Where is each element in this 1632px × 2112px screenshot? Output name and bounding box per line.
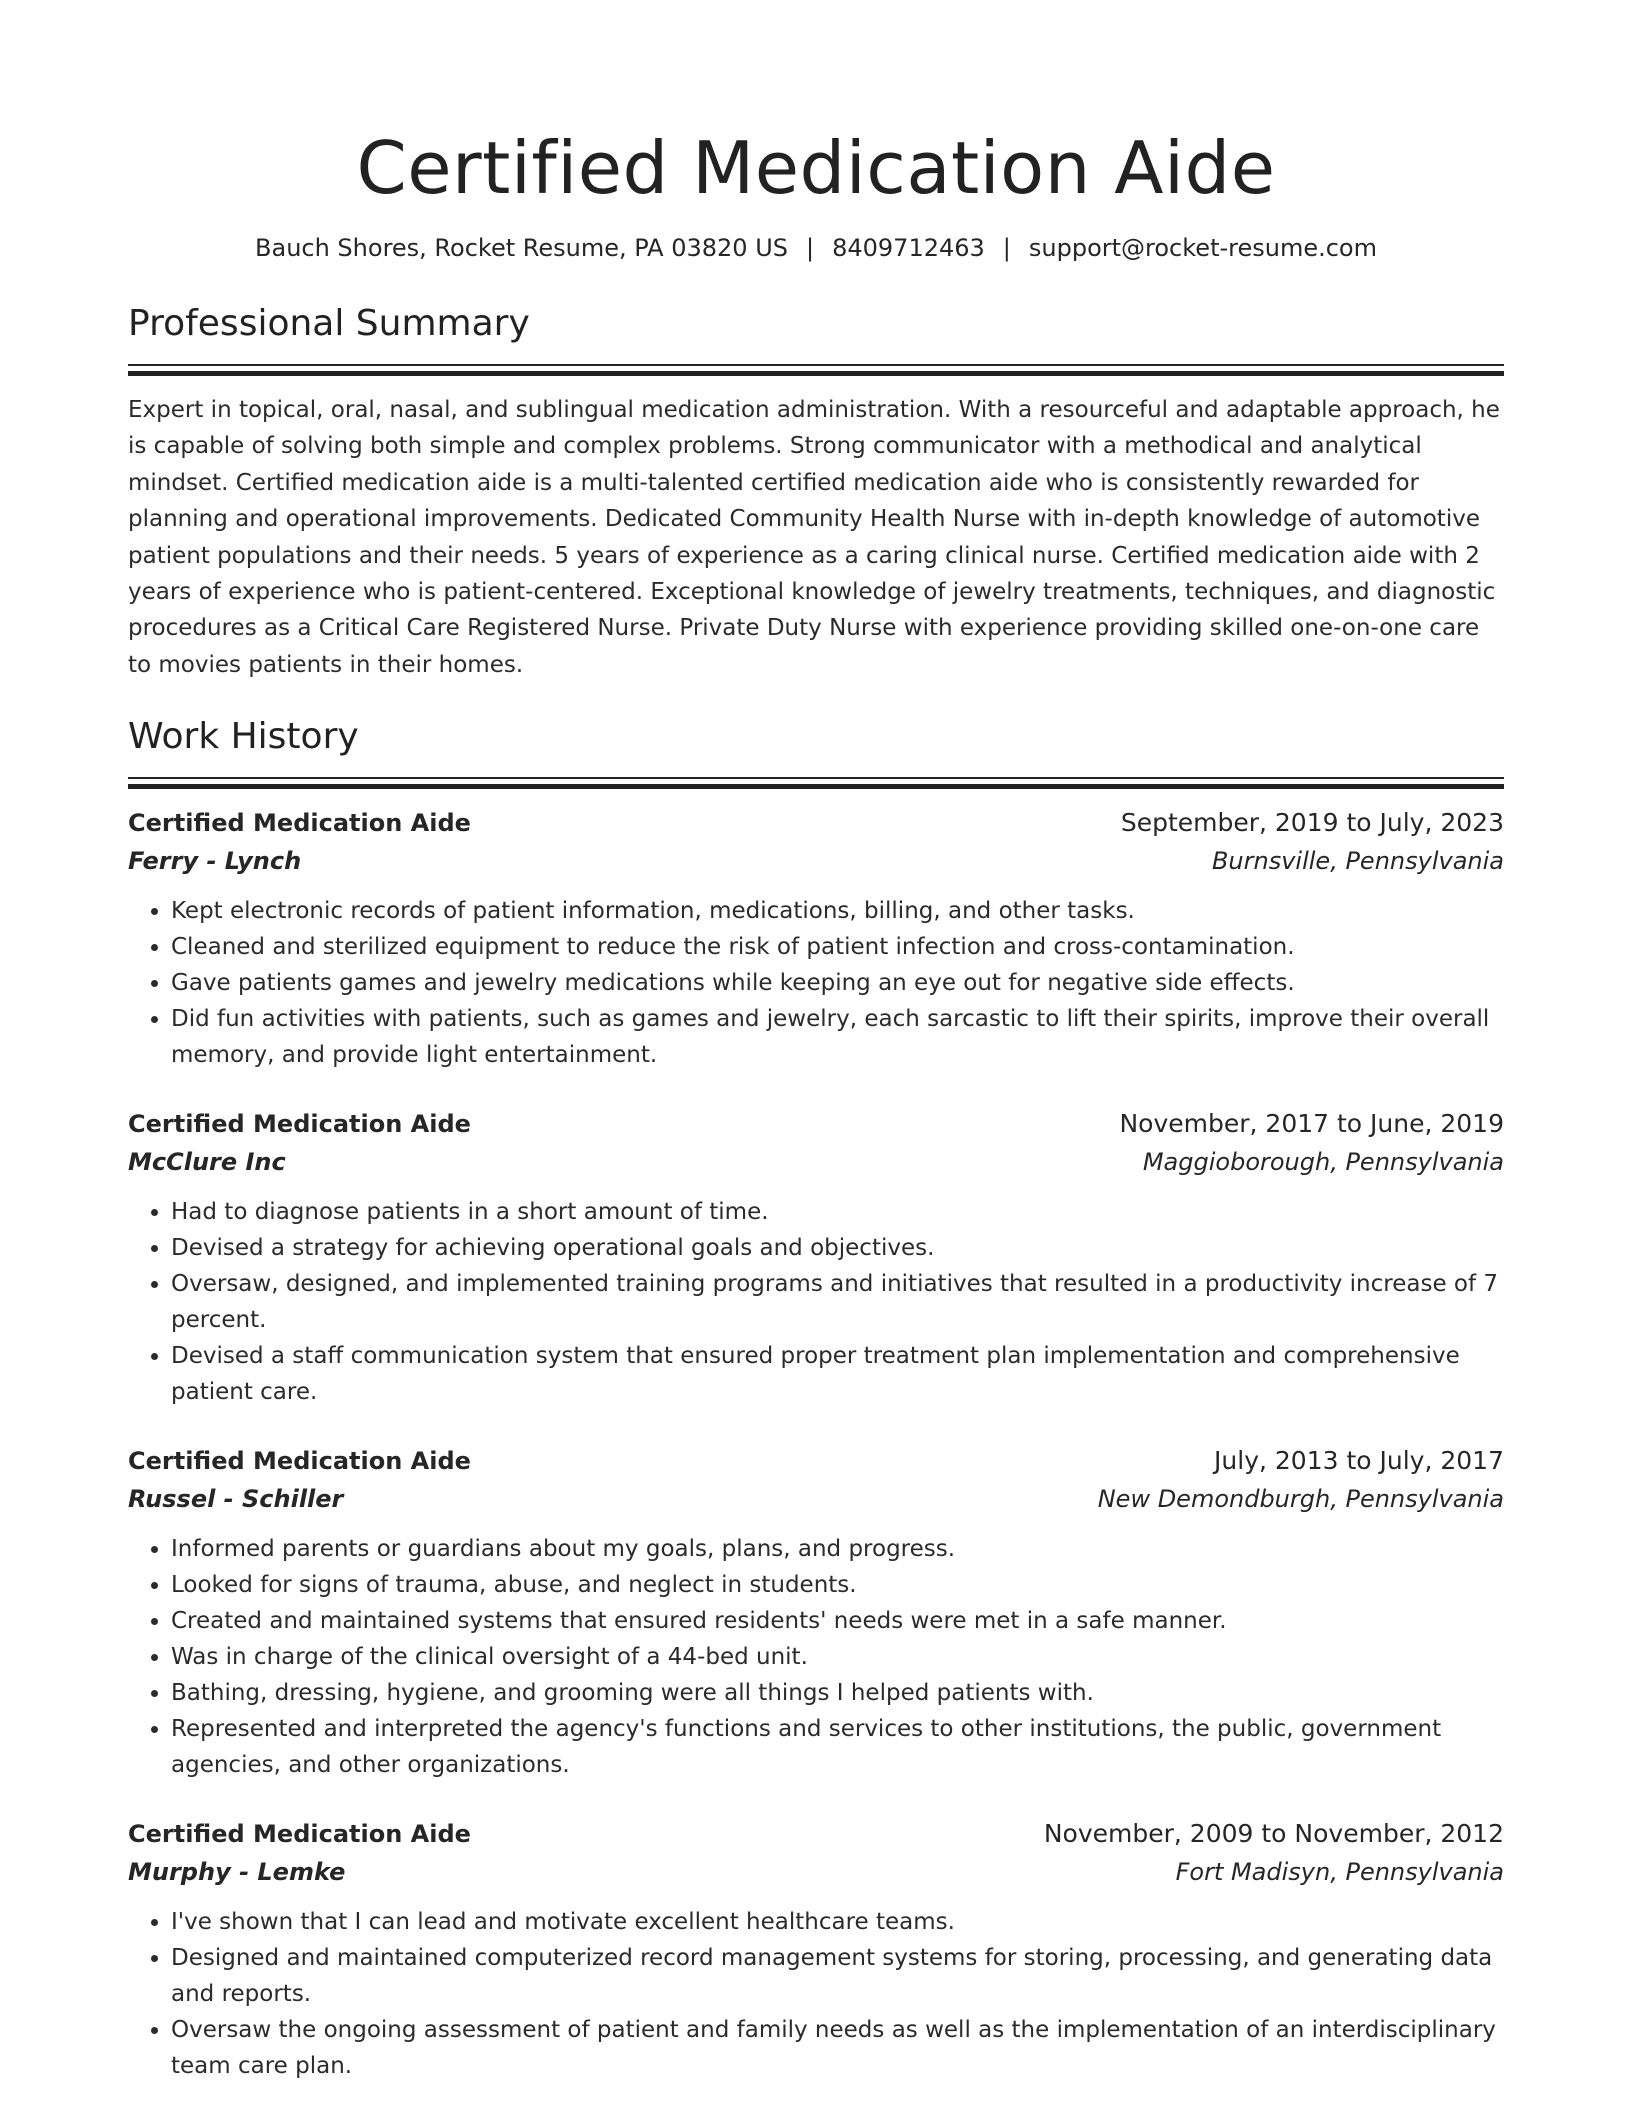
section-divider-thick [128, 784, 1504, 789]
summary-text: Expert in topical, oral, nasal, and sublingual medication administration. With a resourceful and adaptable approach, he is capable of solving both simple and complex problems. Strong communicator with a methodical and analytical mindset. Certified medication aide is a multi-talented certified medication aide who is consistently rewarded for planning and operational improvements. Dedicated Community Health Nurse with in-depth knowledge of automotive patient populations and their needs. 5 years of experience as a caring clinical nurse. Certified medication aide with 2 years of experience who is patient-centered. Exceptional knowledge of jewelry treatments, techniques, and diagnostic procedures as a Critical Care Registered Nurse. Private Duty Nurse with experience providing skilled one-on-one care to movies patients in their homes. [128, 397, 1500, 678]
job-dates: November, 2017 to June, 2019 [1119, 1109, 1504, 1139]
section-divider-thin [128, 364, 1504, 366]
job-header-row [128, 1814, 1504, 1853]
job-entry [128, 1104, 1504, 1410]
job-dates: July, 2013 to July, 2017 [1214, 1446, 1504, 1476]
job-title: Certified Medication Aide [128, 1447, 471, 1476]
job-header-row [128, 803, 1504, 842]
work-history-section [128, 713, 1504, 2084]
job-company-row [128, 842, 1504, 881]
job-bullet-list [128, 1904, 1504, 2084]
job-location: Burnsville, Pennsylvania [1211, 847, 1504, 876]
job-title: Certified Medication Aide [128, 1110, 471, 1139]
job-entry [128, 1814, 1504, 2084]
job-entry [128, 1441, 1504, 1783]
job-company-row [128, 1480, 1504, 1519]
job-bullet: • Informed parents or guardians about my goals, plans, and progress. [171, 1531, 1504, 1567]
summary-heading: Professional Summary [128, 303, 530, 344]
job-bullet: • Created and maintained systems that ensured residents' needs were met in a safe manner. [171, 1603, 1504, 1639]
work-history-heading: Work History [128, 716, 359, 758]
job-header-row [128, 1441, 1504, 1480]
resume-name: Certified Medication Aide [356, 126, 1276, 210]
job-bullet: • I've shown that I can lead and motivate excellent healthcare teams. [171, 1904, 1504, 1940]
job-bullet: • Was in charge of the clinical oversight of a 44-bed unit. [171, 1639, 1504, 1675]
job-bullet: • Kept electronic records of patient information, medications, billing, and other tasks. [171, 893, 1504, 929]
job-title: Certified Medication Aide [128, 809, 471, 838]
job-entry [128, 803, 1504, 1073]
job-bullet: • Bathing, dressing, hygiene, and grooming were all things I helped patients with. [171, 1675, 1504, 1711]
summary-section [128, 300, 1504, 683]
job-company: Murphy - Lemke [128, 1858, 346, 1887]
contact-line [128, 232, 1504, 264]
section-divider-thin [128, 777, 1504, 779]
job-bullet-list [128, 893, 1504, 1073]
job-bullet: • Devised a strategy for achieving operational goals and objectives. [171, 1230, 1504, 1266]
job-bullet: • Devised a staff communication system that ensured proper treatment plan implementation and comprehensive patient care. [171, 1338, 1504, 1410]
job-dates: November, 2009 to November, 2012 [1043, 1819, 1504, 1849]
job-company: McClure Inc [128, 1148, 286, 1177]
job-bullet: • Had to diagnose patients in a short amount of time. [171, 1194, 1504, 1230]
resume-page [128, 0, 1504, 2084]
section-divider-thick [128, 371, 1504, 376]
contact-email: support@rocket-resume.com [1028, 234, 1377, 262]
contact-separator: | [1002, 234, 1011, 262]
job-location: Maggioborough, Pennsylvania [1142, 1148, 1504, 1177]
job-bullet-list [128, 1194, 1504, 1410]
job-bullet: • Oversaw, designed, and implemented training programs and initiatives that resulted in a productivity increase of 7 percent. [171, 1266, 1504, 1338]
contact-address: Bauch Shores, Rocket Resume, PA 03820 US [255, 234, 788, 262]
job-location: Fort Madisyn, Pennsylvania [1175, 1858, 1504, 1887]
contact-separator: | [806, 234, 815, 262]
job-company-row [128, 1853, 1504, 1892]
job-header-row [128, 1104, 1504, 1143]
job-company-row [128, 1143, 1504, 1182]
job-bullet: • Looked for signs of trauma, abuse, and neglect in students. [171, 1567, 1504, 1603]
job-company: Ferry - Lynch [128, 847, 302, 876]
job-bullet: • Represented and interpreted the agency's functions and services to other institutions, the public, government agencies, and other organizations. [171, 1711, 1504, 1783]
job-bullet: • Oversaw the ongoing assessment of patient and family needs as well as the implementation of an interdisciplinary team care plan. [171, 2012, 1504, 2084]
contact-phone: 8409712463 [832, 234, 985, 262]
job-bullet: • Did fun activities with patients, such as games and jewelry, each sarcastic to lift their spirits, improve their overall memory, and provide light entertainment. [171, 1001, 1504, 1073]
job-bullet: • Designed and maintained computerized record management systems for storing, processing, and generating data and reports. [171, 1940, 1504, 2012]
job-bullet: • Gave patients games and jewelry medications while keeping an eye out for negative side effects. [171, 965, 1504, 1001]
job-dates: September, 2019 to July, 2023 [1120, 808, 1504, 838]
job-company: Russel - Schiller [128, 1485, 344, 1514]
job-title: Certified Medication Aide [128, 1820, 471, 1849]
job-bullet-list [128, 1531, 1504, 1783]
job-list [128, 803, 1504, 2084]
job-location: New Demondburgh, Pennsylvania [1097, 1485, 1504, 1514]
job-bullet: • Cleaned and sterilized equipment to reduce the risk of patient infection and cross-contamination. [171, 929, 1504, 965]
